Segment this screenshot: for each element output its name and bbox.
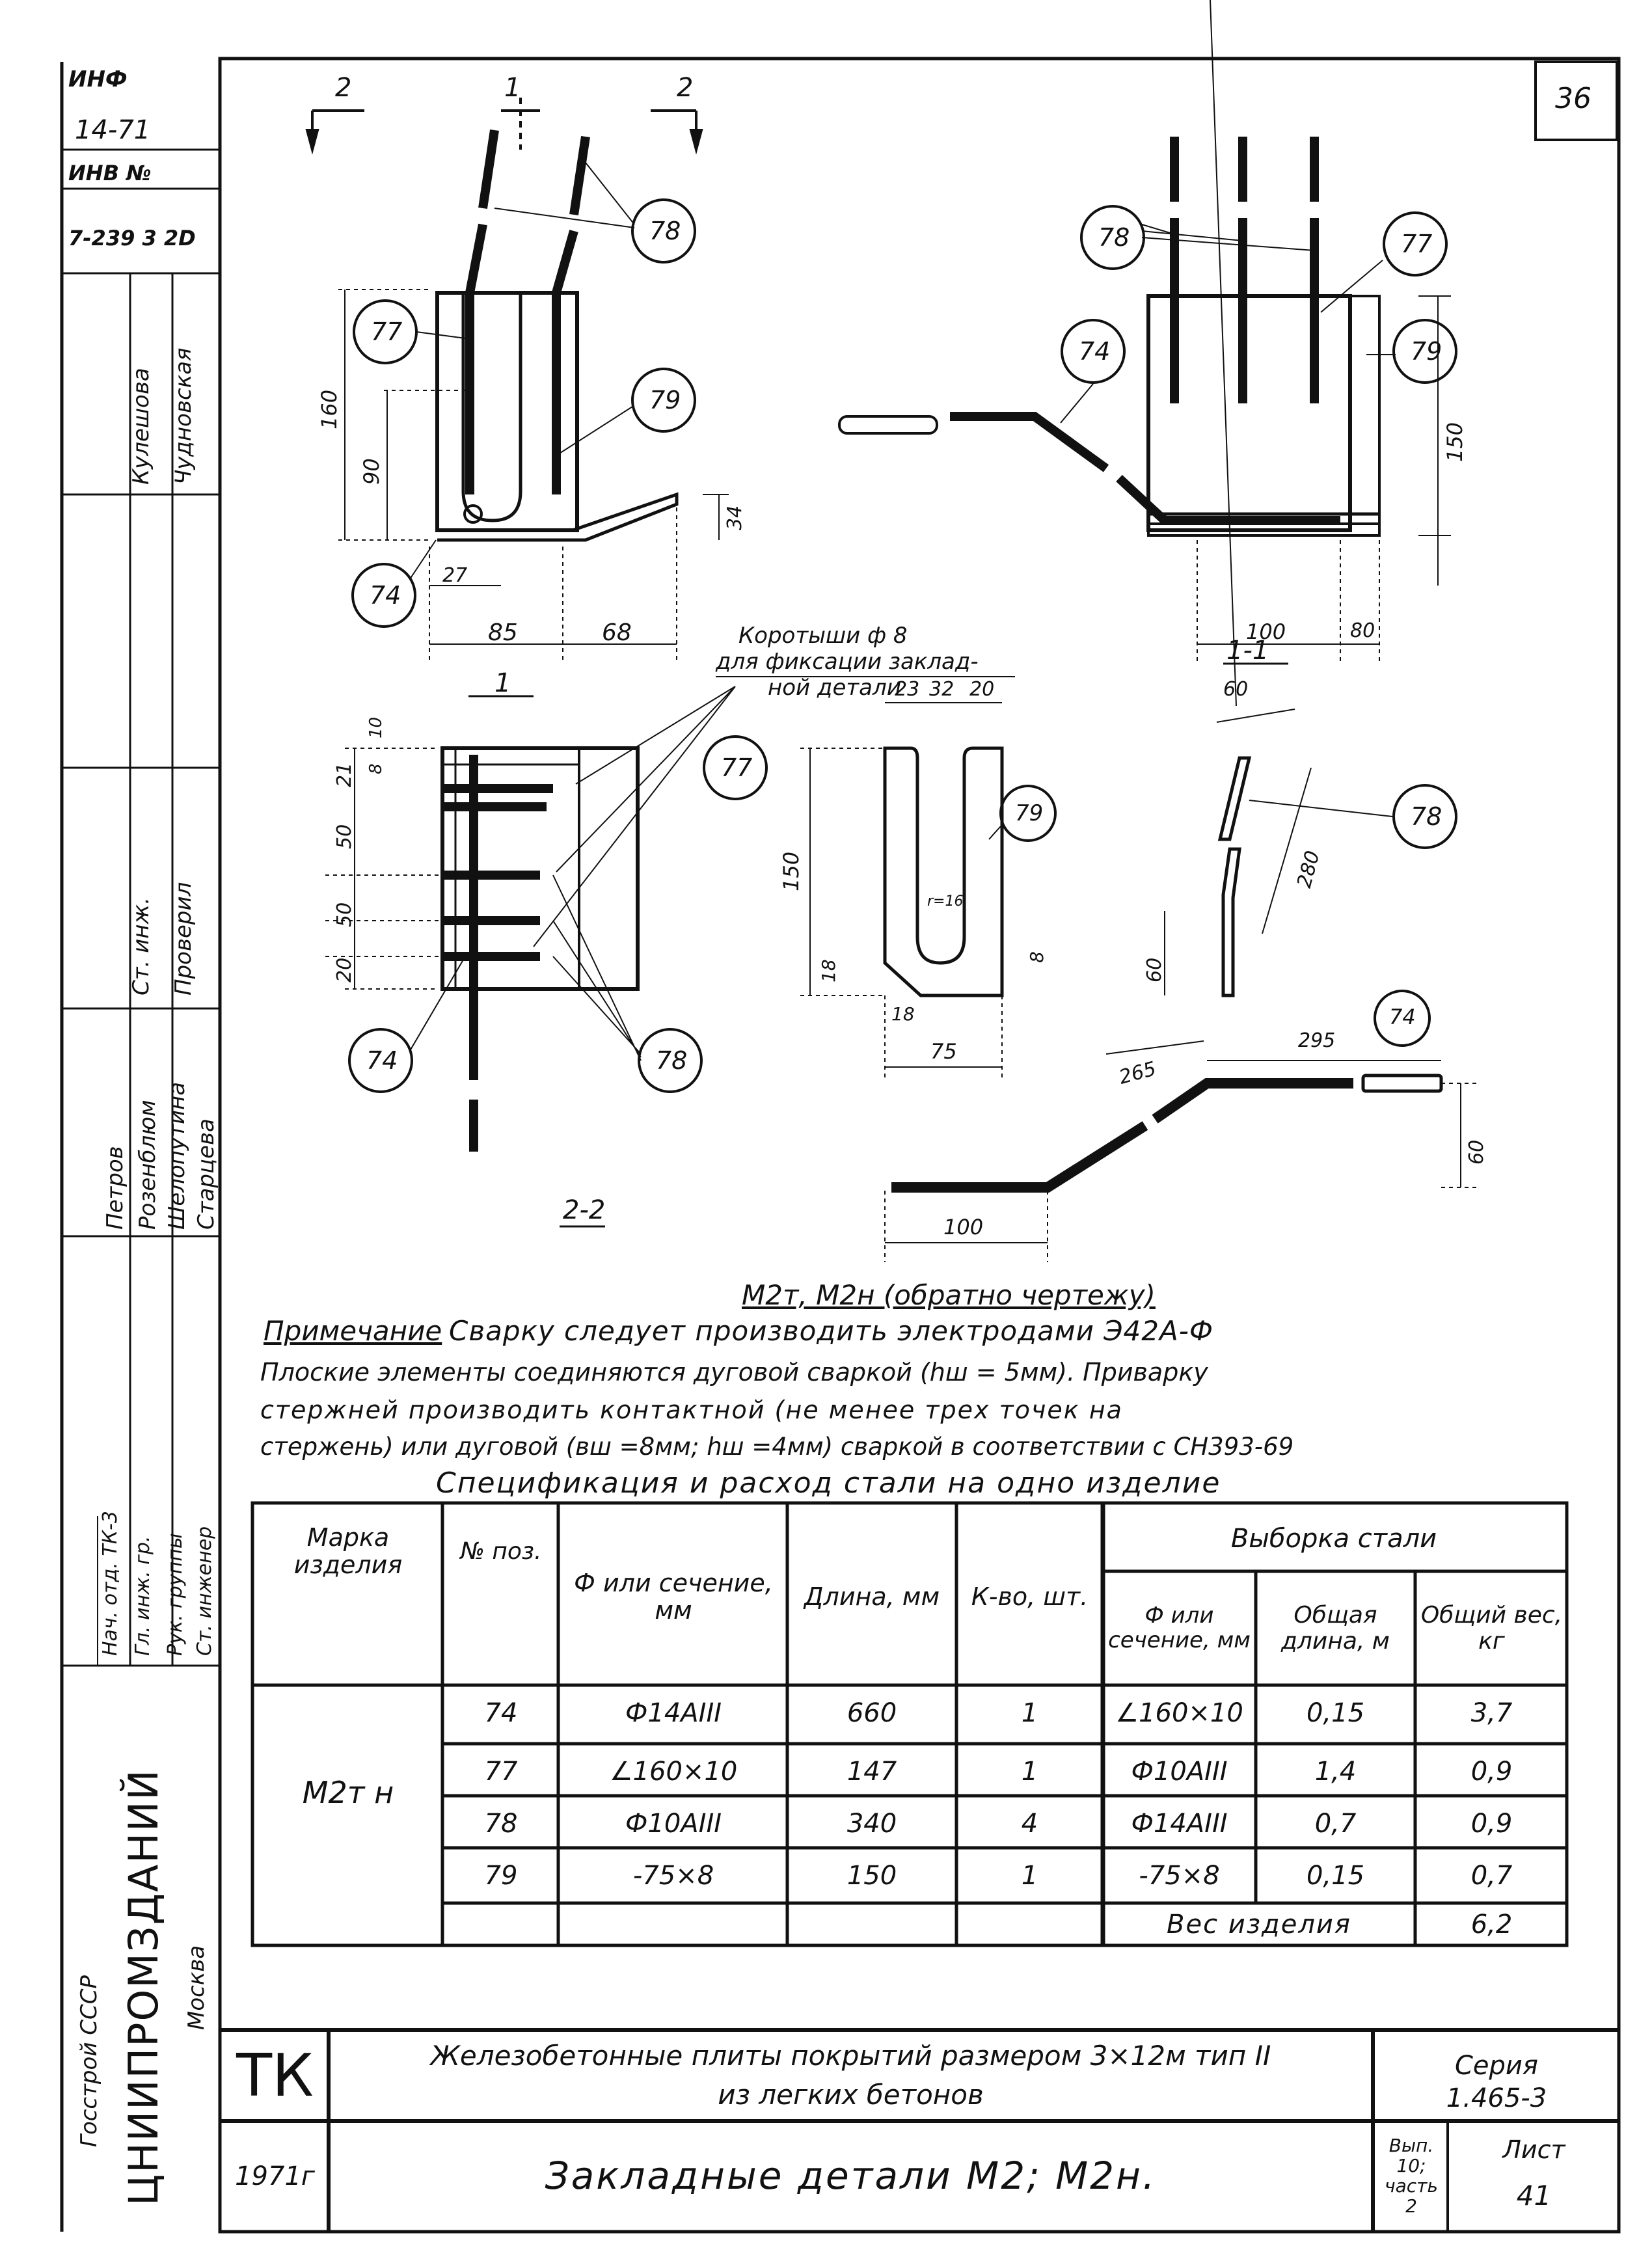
note-line-4: стержень) или дуговой (вш =8мм; hш =4мм) сваркой в соответствии с СН393-69 <box>260 1433 1294 1461</box>
td-length: 340 <box>846 1808 897 1839</box>
balloon-text-74c: 74 <box>366 1046 398 1075</box>
part-78 <box>1165 0 1311 995</box>
td-section: Ф14АIII <box>625 1698 722 1728</box>
dim-r16: r=16 <box>927 893 964 910</box>
view-1-label: 1 <box>494 668 511 698</box>
strip-names-3a: Ст. инж. <box>128 897 154 995</box>
tb-sheet-value: 41 <box>1516 2179 1552 2212</box>
th-sel-section: Ф или сечение, мм <box>1108 1603 1251 1653</box>
tb-issue: Вып. 10; часть 2 <box>1385 2135 1438 2217</box>
balloon-text-78c: 78 <box>656 1046 688 1075</box>
tb-tk: ТК <box>236 2041 314 2110</box>
strip-name-4: Старцева <box>193 1118 219 1230</box>
strip-names-3b: Проверил <box>170 882 196 995</box>
th-group: Выборка стали <box>1230 1524 1437 1554</box>
td-pos: 78 <box>484 1808 518 1839</box>
td-length: 660 <box>846 1698 897 1728</box>
dim-20: 20 <box>333 957 356 982</box>
dim-34: 34 <box>724 505 746 530</box>
note-short-bars-1: Коротыши ф 8 <box>738 623 908 649</box>
td-tw: 0,7 <box>1470 1860 1513 1891</box>
dim-100-p74: 100 <box>943 1215 984 1239</box>
org-top: Госстрой СССР <box>76 1975 102 2147</box>
balloon-text-78d: 78 <box>1411 802 1442 831</box>
td-qty: 1 <box>1021 1756 1038 1787</box>
stamp-line-3: ИНВ № <box>68 161 152 185</box>
balloon-text-79c: 79 <box>1015 800 1044 826</box>
dim-21: 21 <box>333 762 356 787</box>
td-tw: 0,9 <box>1470 1756 1513 1787</box>
view-1-1-label: 1-1 <box>1226 636 1269 666</box>
balloon-text-77b: 77 <box>1401 230 1433 258</box>
td-qty: 4 <box>1021 1808 1038 1839</box>
strip-role-2: Гл. инж. гр. <box>131 1535 154 1656</box>
td-qty: 1 <box>1021 1860 1038 1891</box>
strip-name-1: Петров <box>102 1146 128 1230</box>
th-section: Ф или сечение, мм <box>574 1569 773 1625</box>
note-line-3: стержней производить контактной (не менее трех точек на <box>260 1396 1123 1424</box>
dim-10: 10 <box>366 716 386 738</box>
note-short-bars-2: для фиксации заклад- <box>716 649 979 675</box>
sheet-frame <box>220 59 1619 2232</box>
section-mark-2-right: 2 <box>677 73 694 103</box>
tb-year: 1971г <box>235 2161 315 2191</box>
dim-265: 265 <box>1117 1057 1159 1089</box>
td-pos: 74 <box>484 1698 518 1728</box>
dim-20b: 20 <box>969 678 995 701</box>
balloon-text-77c: 77 <box>721 753 753 782</box>
dim-8: 8 <box>366 763 386 774</box>
tb-series-label: Серия <box>1455 2051 1538 2081</box>
td-tlen: 0,7 <box>1314 1808 1357 1839</box>
td-sel: Ф14АIII <box>1131 1808 1228 1839</box>
section-mark-1: 1 <box>504 73 521 103</box>
dim-100-v11: 100 <box>1246 619 1286 644</box>
th-mark: Марка изделия <box>293 1523 403 1579</box>
stamp-line-1: ИНФ <box>68 66 128 92</box>
td-tw: 0,9 <box>1470 1808 1513 1839</box>
th-length: Длина, мм <box>804 1582 940 1612</box>
td-length: 150 <box>846 1860 897 1891</box>
dim-50a: 50 <box>333 824 356 849</box>
tb-title-2: из легких бетонов <box>718 2078 984 2111</box>
stamp-line-2: 14-71 <box>75 115 151 145</box>
td-qty: 1 <box>1021 1698 1038 1728</box>
view-2-2 <box>325 677 1015 1226</box>
strip-role-4: Ст. инженер <box>193 1526 216 1656</box>
org-main: ЦНИИПРОМЗДАНИЙ <box>120 1768 167 2206</box>
strip-role-1: Нач. отд. ТК-3 <box>99 1511 122 1656</box>
dim-50b: 50 <box>333 902 356 927</box>
dim-18a: 18 <box>818 959 839 982</box>
td-section: Ф10АIII <box>625 1808 722 1839</box>
dim-85: 85 <box>488 619 518 646</box>
td-weight-value: 6,2 <box>1470 1909 1513 1940</box>
td-tlen: 0,15 <box>1306 1698 1365 1728</box>
dim-150-p79: 150 <box>779 851 804 891</box>
td-sel: -75×8 <box>1139 1860 1220 1891</box>
dim-80-v11: 80 <box>1350 619 1375 642</box>
td-sel: ∠160×10 <box>1115 1698 1243 1728</box>
dim-280: 280 <box>1293 848 1325 891</box>
sheet-corner-number: 36 <box>1555 82 1591 115</box>
dim-32: 32 <box>929 678 955 701</box>
dim-23: 23 <box>895 678 920 701</box>
strip-name-2: Розенблюм <box>135 1100 161 1230</box>
td-weight-label: Вес изделия <box>1167 1909 1351 1940</box>
tb-title-1: Железобетонные плиты покрытий размером 3×12м тип II <box>430 2039 1271 2072</box>
balloon-text-74b: 74 <box>1079 337 1111 366</box>
th-total-w: Общий вес, кг <box>1420 1601 1563 1655</box>
org-city: Москва <box>183 1945 210 2030</box>
th-pos: № поз. <box>460 1538 542 1565</box>
spec-title: Спецификация и расход стали на одно изделие <box>436 1467 1221 1500</box>
dim-18b: 18 <box>891 1003 915 1025</box>
stamp-line-4: 7-239 3 2D <box>68 226 196 250</box>
dim-150-v11: 150 <box>1442 422 1467 462</box>
balloon-text-79a: 79 <box>649 386 681 414</box>
view-2-2-label: 2-2 <box>563 1195 606 1225</box>
td-pos: 77 <box>484 1756 518 1787</box>
note-line-1: Сварку следует производить электродами Э42А-Ф <box>449 1315 1214 1347</box>
strip-name-3: Шелопутина <box>164 1081 190 1230</box>
dim-60-p74: 60 <box>1465 1139 1488 1165</box>
balloon-text-77a: 77 <box>371 318 403 346</box>
balloon-text-79b: 79 <box>1411 337 1442 366</box>
dim-60-p78: 60 <box>1143 957 1166 982</box>
dim-60-top: 60 <box>1223 678 1249 701</box>
strip-names-2a: Кулешова <box>128 368 154 485</box>
dim-8-p79: 8 <box>1026 951 1048 963</box>
mirror-caption: М2т, М2н (обратно чертежу) <box>742 1279 1156 1311</box>
td-tw: 3,7 <box>1470 1698 1513 1728</box>
note-label: Примечание <box>264 1315 442 1347</box>
balloon-text-74a: 74 <box>370 581 401 610</box>
balloon-text-78a: 78 <box>649 217 681 245</box>
dim-75: 75 <box>930 1039 957 1064</box>
note-line-2: Плоские элементы соединяются дуговой сваркой (hш = 5мм). Приварку <box>260 1358 1208 1387</box>
balloon-text-74d: 74 <box>1389 1005 1416 1029</box>
td-tlen: 0,15 <box>1306 1860 1365 1891</box>
tb-subtitle: Закладные детали М2; М2н. <box>545 2154 1157 2198</box>
dim-68: 68 <box>602 619 632 646</box>
th-qty: К-во, шт. <box>971 1582 1089 1612</box>
td-section: -75×8 <box>632 1860 714 1891</box>
balloon-text-78b: 78 <box>1098 223 1130 252</box>
th-total-len: Общая длина, м <box>1281 1601 1390 1655</box>
td-length: 147 <box>846 1756 897 1787</box>
dim-160: 160 <box>317 389 342 429</box>
dim-27: 27 <box>442 564 468 587</box>
view-1-1 <box>839 137 1451 664</box>
dim-295: 295 <box>1298 1029 1336 1052</box>
td-sel: Ф10АIII <box>1131 1756 1228 1787</box>
td-mark: М2т н <box>302 1774 394 1810</box>
td-pos: 79 <box>484 1860 518 1891</box>
note-short-bars-3: ной детали <box>768 675 901 701</box>
td-tlen: 1,4 <box>1314 1756 1357 1787</box>
strip-names-2b: Чудновская <box>170 347 196 485</box>
tb-sheet-label: Лист <box>1502 2135 1565 2165</box>
strip-role-3: Рук. группы <box>164 1533 187 1656</box>
dim-90: 90 <box>359 458 384 485</box>
td-section: ∠160×10 <box>609 1756 738 1787</box>
tb-series-value: 1.465-3 <box>1446 2083 1547 2113</box>
section-mark-2-left: 2 <box>335 73 352 103</box>
